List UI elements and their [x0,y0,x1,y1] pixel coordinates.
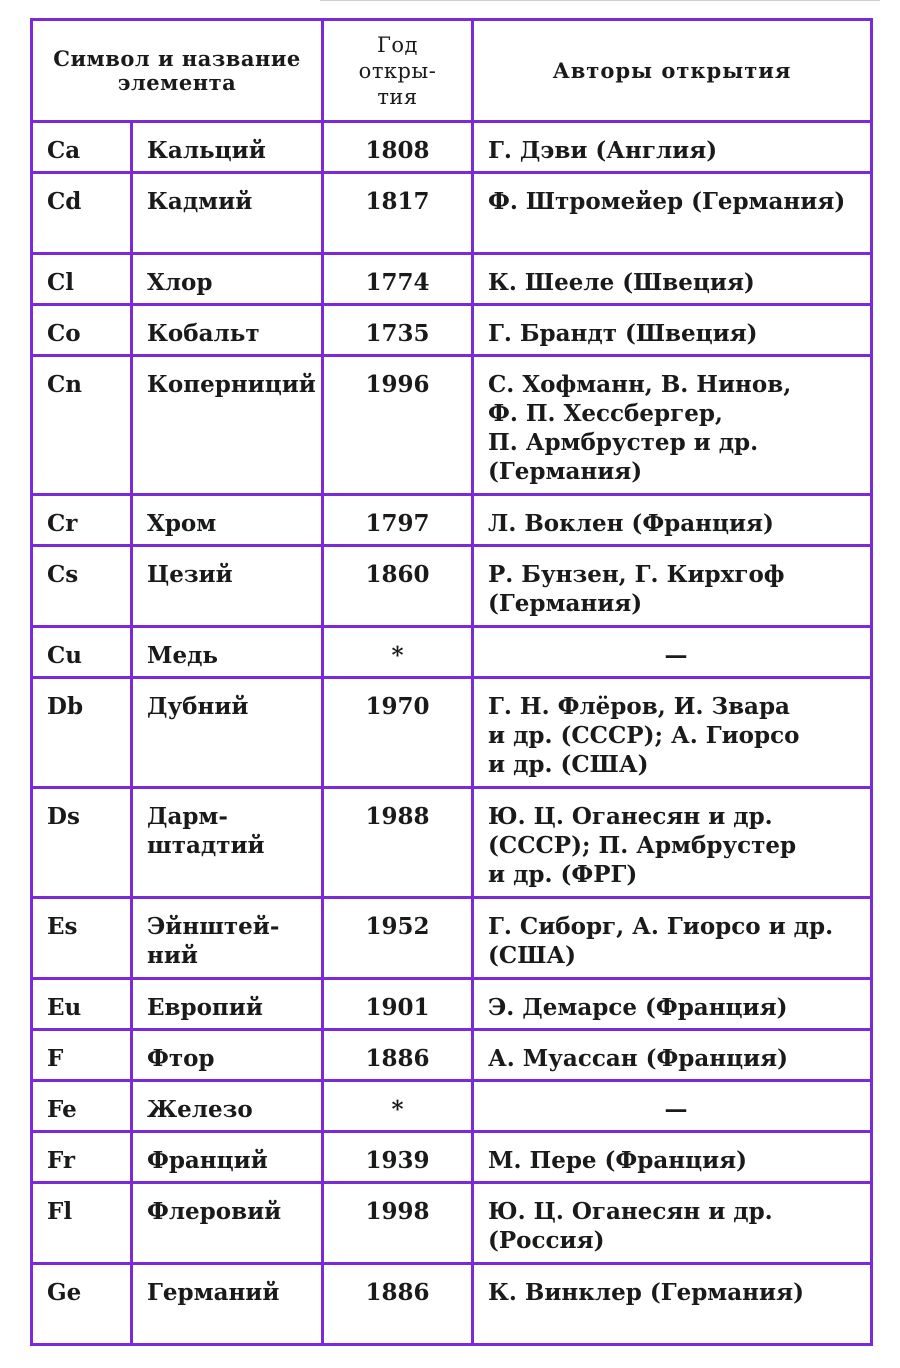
table-row [32,305,872,356]
discovery-authors-line: Г. Брандт (Швеция) [488,320,758,347]
element-name [132,627,323,678]
discovery-authors-line: А. Муассан (Франция) [488,1045,789,1072]
element-symbol-content [33,496,130,538]
element-symbol-line: Cl [47,269,75,296]
element-symbol-content [33,1031,130,1073]
element-name-line: Кальций [147,137,266,164]
top-rule [320,0,880,1]
element-symbol-content [33,547,130,589]
element-name-line: Эйнштей- [147,913,280,940]
element-name [132,254,323,305]
discovery-authors [473,546,872,627]
element-symbol-line: Eu [47,994,82,1021]
element-name [132,1081,323,1132]
element-symbol [32,898,132,979]
discovery-year-line: 1860 [365,561,430,588]
discovery-authors [473,1132,872,1183]
element-name-line: Хлор [147,269,213,296]
element-symbol [32,122,132,173]
header-year [323,20,473,122]
discovery-authors [473,173,872,254]
element-name-line: Коперниций [147,371,316,398]
element-name [132,122,323,173]
discovery-year [323,1132,473,1183]
discovery-authors [473,788,872,898]
element-symbol-content [33,1265,130,1307]
discovery-authors-content [474,255,870,297]
element-symbol [32,173,132,254]
element-symbol-line: Cn [47,371,83,398]
discovery-authors-content [474,1031,870,1073]
discovery-authors [473,254,872,305]
discovery-year [323,173,473,254]
discovery-authors-content [474,980,870,1022]
element-name [132,1030,323,1081]
element-name [132,1132,323,1183]
element-name-content [133,547,321,589]
element-name-content [133,789,321,860]
element-symbol-content [33,123,130,165]
discovery-authors-line: — [664,642,688,669]
element-symbol-content [33,255,130,297]
element-symbol-line: Fr [47,1147,76,1174]
discovery-authors-content [474,547,870,618]
discovery-year-line: 1998 [365,1198,430,1225]
element-name-line: Дубний [147,693,249,720]
header-year-line: тия [377,84,418,109]
discovery-authors [473,678,872,788]
element-symbol-content [33,174,130,216]
discovery-year [323,254,473,305]
element-symbol [32,1183,132,1264]
element-name-line: Флеровий [147,1198,282,1225]
table-row [32,1030,872,1081]
table-row [32,1132,872,1183]
discovery-authors [473,305,872,356]
header-symbol-name-line: элемента [117,69,237,95]
discovery-authors-line: Ф. П. Хессбергер, [488,400,723,427]
discovery-authors-line: (США) [488,942,576,969]
discovery-authors-line: К. Шееле (Швеция) [488,269,755,296]
element-symbol-line: Db [47,693,84,720]
discovery-year-line: 1735 [365,320,430,347]
element-name-content [133,1184,321,1226]
discovery-authors-content [474,628,870,670]
element-symbol-content [33,1133,130,1175]
discovery-year [323,898,473,979]
discovery-year-content [324,628,471,670]
header-authors: Авторы открытия [473,20,872,122]
discovery-year-line: 1774 [365,269,430,296]
discovery-year-line: 1939 [365,1147,430,1174]
discovery-year [323,305,473,356]
discovery-year-content [324,496,471,538]
element-symbol [32,305,132,356]
discovery-year-content [324,174,471,216]
element-name [132,495,323,546]
element-symbol-content [33,306,130,348]
elements-discovery-table [30,18,873,1346]
header-symbol-name-line: Символ и название [53,45,301,71]
table-row [32,356,872,495]
discovery-authors [473,627,872,678]
element-symbol-content [33,980,130,1022]
element-symbol-line: Fe [47,1096,77,1123]
discovery-year-content [324,1031,471,1073]
element-symbol [32,1264,132,1345]
table-row [32,678,872,788]
element-symbol [32,1081,132,1132]
discovery-authors-line: Г. Дэви (Англия) [488,137,718,164]
discovery-authors [473,356,872,495]
discovery-authors-line: Р. Бунзен, Г. Кирхгоф [488,561,785,588]
element-symbol [32,788,132,898]
header-symbol-name [32,20,323,122]
element-name-content [133,628,321,670]
discovery-year-line: 1988 [365,803,430,830]
element-symbol-line: Ds [47,803,80,830]
discovery-authors-line: П. Армбрустер и др. [488,429,759,456]
element-name-content [133,357,321,399]
element-name-line: Европий [147,994,263,1021]
element-symbol-content [33,679,130,721]
element-name [132,356,323,495]
discovery-authors-content [474,1082,870,1124]
header-year-line: откры- [358,58,437,83]
discovery-authors-line: (Германия) [488,590,643,617]
header-row [32,20,872,122]
element-name-line: Кобальт [147,320,260,347]
discovery-year-line: 1817 [365,188,430,215]
discovery-year-line: * [391,642,404,669]
discovery-year-line: 1996 [365,371,430,398]
element-symbol-content [33,1082,130,1124]
discovery-authors [473,495,872,546]
discovery-year-content [324,1133,471,1175]
table-row [32,788,872,898]
discovery-year-line: 1970 [365,693,430,720]
discovery-authors-line: С. Хофманн, В. Нинов, [488,371,792,398]
discovery-authors-content [474,899,870,970]
element-symbol [32,546,132,627]
element-name-content [133,306,321,348]
element-name [132,788,323,898]
table-body [32,122,872,1345]
element-name [132,979,323,1030]
element-name-line: штадтий [147,832,265,859]
element-symbol-content [33,789,130,831]
element-name [132,305,323,356]
table-row [32,122,872,173]
discovery-year-content [324,123,471,165]
table-row [32,1264,872,1345]
element-symbol-line: Cd [47,188,82,215]
discovery-year-line: 1886 [365,1279,430,1306]
discovery-authors-line: Ю. Ц. Оганесян и др. [488,1198,773,1225]
discovery-authors-content [474,1265,870,1307]
element-symbol [32,254,132,305]
discovery-year [323,1183,473,1264]
element-name [132,678,323,788]
discovery-authors [473,1081,872,1132]
element-name-content [133,1082,321,1124]
discovery-year [323,546,473,627]
discovery-authors-line: Г. Н. Флёров, И. Звара [488,693,790,720]
element-name-content [133,1031,321,1073]
table-row [32,898,872,979]
element-symbol-content [33,1184,130,1226]
table-row [32,173,872,254]
discovery-year-content [324,306,471,348]
element-symbol [32,356,132,495]
table-row [32,495,872,546]
element-name-line: ний [147,942,198,969]
element-symbol-line: Cr [47,510,78,537]
element-name-content [133,496,321,538]
discovery-year-content [324,899,471,941]
discovery-year [323,627,473,678]
discovery-authors-line: (СССР); П. Армбрустер [488,832,797,859]
element-symbol-line: Cs [47,561,79,588]
discovery-year [323,788,473,898]
element-symbol-line: Fl [47,1198,73,1225]
element-symbol-line: Es [47,913,78,940]
discovery-year-line: 1808 [365,137,430,164]
discovery-year [323,1030,473,1081]
element-name-line: Дарм- [147,803,228,830]
element-name-line: Франций [147,1147,268,1174]
discovery-year [323,356,473,495]
discovery-authors-content [474,1184,870,1255]
element-name-line: Медь [147,642,219,669]
element-name [132,1183,323,1264]
discovery-year-line: * [391,1096,404,1123]
element-symbol-content [33,899,130,941]
element-name-line: Цезий [147,561,233,588]
element-symbol [32,495,132,546]
discovery-authors-line: — [664,1096,688,1123]
discovery-authors-content [474,496,870,538]
discovery-year-content [324,255,471,297]
header-year-line: Год [377,32,418,57]
discovery-authors-content [474,306,870,348]
element-name [132,898,323,979]
discovery-year-content [324,1082,471,1124]
element-name-content [133,1133,321,1175]
discovery-year-line: 1952 [365,913,430,940]
discovery-authors-line: и др. (ФРГ) [488,861,638,888]
element-name-line: Хром [147,510,217,537]
discovery-year-content [324,980,471,1022]
discovery-year [323,122,473,173]
discovery-year-line: 1901 [365,994,430,1021]
element-name-content [133,255,321,297]
discovery-year [323,678,473,788]
discovery-authors-line: Ф. Штромейер (Германия) [488,188,846,215]
discovery-authors [473,898,872,979]
discovery-year-content [324,1184,471,1226]
element-name-line: Железо [147,1096,253,1123]
element-symbol [32,678,132,788]
discovery-authors-content [474,789,870,889]
element-name-content [133,1265,321,1307]
element-name-line: Германий [147,1279,280,1306]
discovery-authors-content [474,174,870,216]
element-symbol-line: Cu [47,642,83,669]
discovery-authors-line: Э. Демарсе (Франция) [488,994,788,1021]
discovery-authors [473,1030,872,1081]
table-row [32,1183,872,1264]
discovery-authors-line: и др. (СССР); А. Гиорсо [488,722,800,749]
discovery-authors-line: Ю. Ц. Оганесян и др. [488,803,773,830]
discovery-authors-line: и др. (США) [488,751,649,778]
element-name-line: Кадмий [147,188,253,215]
table-row [32,979,872,1030]
discovery-authors-content [474,123,870,165]
element-name-content [133,123,321,165]
discovery-year-content [324,789,471,831]
element-symbol-content [33,357,130,399]
discovery-authors [473,122,872,173]
element-symbol [32,979,132,1030]
element-symbol-content [33,628,130,670]
element-symbol [32,627,132,678]
discovery-authors-line: (Германия) [488,458,643,485]
discovery-authors-content [474,357,870,486]
discovery-authors-line: К. Винклер (Германия) [488,1279,804,1306]
discovery-authors-content [474,1133,870,1175]
discovery-year-content [324,679,471,721]
discovery-authors-line: Л. Воклен (Франция) [488,510,774,537]
discovery-authors-line: М. Пере (Франция) [488,1147,747,1174]
discovery-year-line: 1797 [365,510,430,537]
element-name [132,173,323,254]
table-row [32,546,872,627]
discovery-year-content [324,357,471,399]
discovery-authors-line: (Россия) [488,1227,605,1254]
table-row [32,627,872,678]
element-symbol [32,1030,132,1081]
element-name [132,1264,323,1345]
element-name-content [133,899,321,970]
table-row [32,1081,872,1132]
discovery-year [323,1081,473,1132]
discovery-authors-content [474,679,870,779]
element-name-line: Фтор [147,1045,215,1072]
element-symbol-line: Ge [47,1279,82,1306]
discovery-year [323,495,473,546]
table-row [32,254,872,305]
element-symbol-line: Ca [47,137,81,164]
discovery-authors-line: Г. Сиборг, А. Гиорсо и др. [488,913,834,940]
discovery-year-content [324,547,471,589]
discovery-year [323,979,473,1030]
discovery-authors [473,1183,872,1264]
element-name [132,546,323,627]
discovery-year-content [324,1265,471,1307]
discovery-authors [473,979,872,1030]
discovery-authors [473,1264,872,1345]
element-symbol [32,1132,132,1183]
element-symbol-line: F [47,1045,64,1072]
discovery-year [323,1264,473,1345]
element-symbol-line: Co [47,320,81,347]
element-name-content [133,174,321,216]
discovery-year-line: 1886 [365,1045,430,1072]
element-name-content [133,679,321,721]
element-name-content [133,980,321,1022]
